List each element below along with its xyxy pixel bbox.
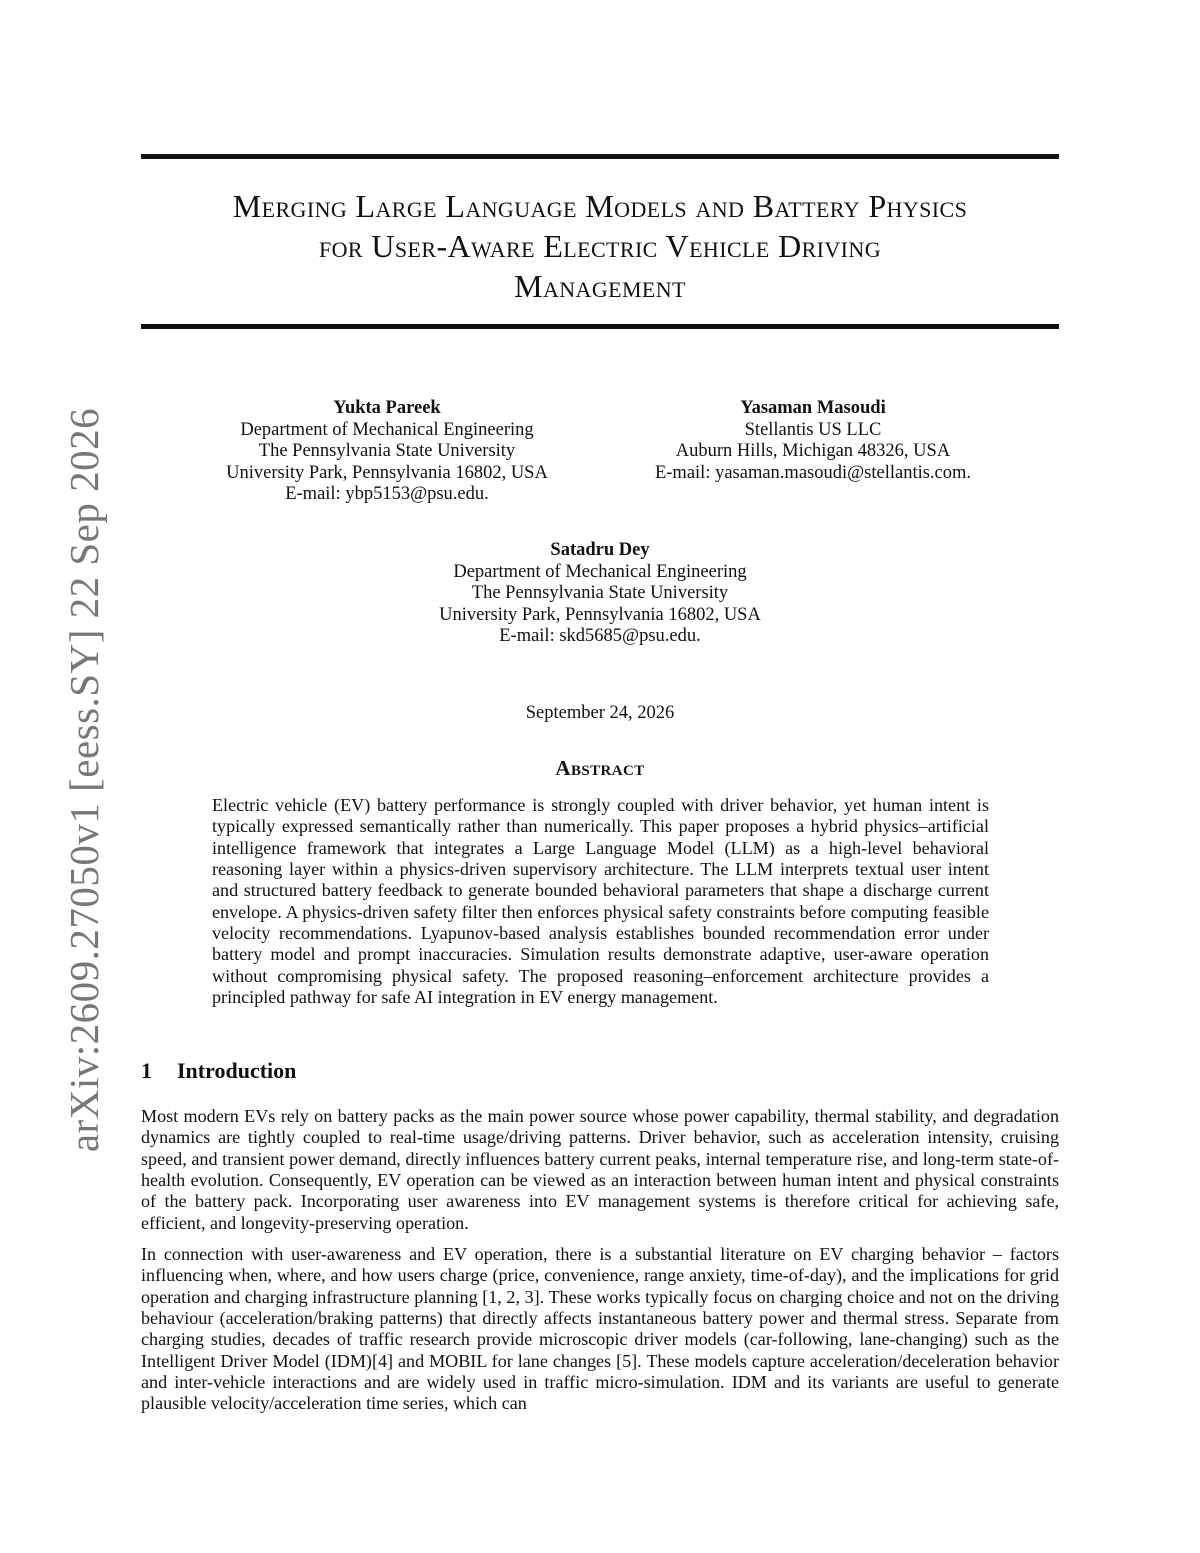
body-paragraph-1: Most modern EVs rely on battery packs as the main power source whose power capability, thermal stability, and degradation dynamics are tightly coupled to real-time usage/driving patterns. Driver behavior, such as acceleration intensity, cruising speed, and transient power demand, directly influences battery current peaks, internal temperature rise, and long-term state-of-health evolution. Consequently, EV operation can be viewed as an interaction between human intent and physical constraints of the battery pack. Incorporating user awareness into EV management systems is therefore critical for achieving safe, efficient, and longevity-preserving operation. [141, 1106, 1059, 1233]
author-name: Yasaman Masoudi [740, 398, 886, 418]
author-affiliation: The Pennsylvania State University [471, 583, 729, 603]
author-email: E-mail: yasaman.masoudi@stellantis.com. [654, 462, 972, 483]
title-top-rule [141, 154, 1059, 159]
title-line-2: for User-Aware Electric Vehicle Driving [319, 228, 881, 264]
author-email: E-mail: ybp5153@psu.edu. [285, 484, 489, 504]
author-affiliation: Department of Mechanical Engineering [240, 419, 534, 440]
author-affiliation: The Pennsylvania State University [258, 441, 516, 461]
section-title: Introduction [177, 1058, 297, 1083]
section-heading [141, 1058, 296, 1084]
body-paragraph-2: In connection with user-awareness and EV operation, there is a substantial literature on EV charging behavior – factors influencing when, where, and how users charge (price, convenience, range anxiety, time-of-day), and the implications for grid operation and charging infrastructure planning [1, 2, 3]. These works typically focus on charging choice and not on the driving behaviour (acceleration/braking patterns) that directly affects instantaneous battery power and thermal stress. Separate from charging studies, decades of traffic research provide microscopic driver models (car-following, lane-changing) such as the Intelligent Driver Model (IDM)[4] and MOBIL for lane changes [5]. These models capture acceleration/deceleration behavior and inter-vehicle interactions and are widely used in traffic micro-simulation. IDM and its variants are useful to generate plausible velocity/acceleration time series, which can [141, 1244, 1059, 1414]
paper-title [141, 186, 1059, 306]
author-name: Satadru Dey [550, 540, 650, 560]
author-block-2 [613, 398, 1013, 484]
abstract-heading: Abstract [555, 756, 645, 780]
author-block-1 [187, 398, 587, 506]
author-email: E-mail: skd5685@psu.edu. [499, 626, 701, 646]
title-line-3: Management [514, 268, 686, 304]
abstract-text: Electric vehicle (EV) battery performance is strongly coupled with driver behavior, yet human intent is typically expressed semantically rather than numerically. This paper proposes a hybrid physics–artificial intelligence framework that integrates a Large Language Model (LLM) as a high-level behavioral reasoning layer within a physics-driven supervisory architecture. The LLM interprets textual user intent and structured battery feedback to generate bounded behavioral parameters that shape a discharge current envelope. A physics-driven safety filter then enforces physical safety constraints before computing feasible velocity recommendations. Lyapunov-based analysis establishes bounded recommendation error under battery model and prompt inaccuracies. Simulation results demonstrate adaptive, user-aware operation without compromising physical safety. The proposed reasoning–enforcement architecture provides a principled pathway for safe AI integration in EV energy management. [212, 795, 989, 1008]
author-address: University Park, Pennsylvania 16802, USA [226, 462, 548, 483]
publication-date: September 24, 2026 [525, 703, 675, 723]
title-bottom-rule [141, 324, 1059, 329]
title-line-1: Merging Large Language Models and Battery Physics [232, 188, 968, 224]
author-address: University Park, Pennsylvania 16802, USA [439, 604, 761, 625]
author-affiliation: Stellantis US LLC [744, 419, 882, 440]
author-affiliation: Department of Mechanical Engineering [453, 561, 747, 582]
author-address: Auburn Hills, Michigan 48326, USA [675, 441, 951, 461]
arxiv-identifier-stamp: arXiv:2609.27050v1 [eess.SY] 22 Sep 2026 [61, 407, 107, 1153]
section-number: 1 [141, 1058, 152, 1083]
author-name: Yukta Pareek [333, 398, 441, 418]
author-block-3 [400, 540, 800, 648]
